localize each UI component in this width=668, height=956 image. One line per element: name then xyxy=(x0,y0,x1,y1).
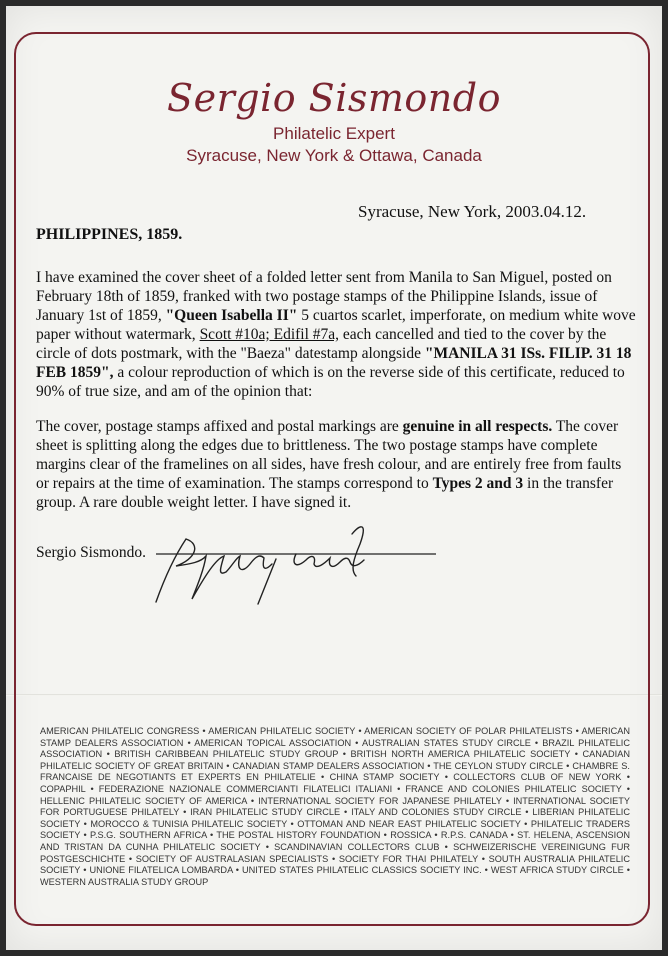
expert-location: Syracuse, New York & Ottawa, Canada xyxy=(186,146,482,165)
paragraph-opinion: The cover, postage stamps affixed and postal markings are genuine in all respects. The cover sheet is splitting along the edges due to brittleness. The two postage stamps have complete margins clear of the framelines on all sides, have fresh colour, and are entirely free from faults or repairs at the time of examination. The stamps correspond to Types 2 and 3 in the transfer group. A rare double weight letter. I have signed it. xyxy=(36,418,622,511)
certificate-title: PHILIPPINES, 1859. xyxy=(36,226,183,243)
opinion-verdict: genuine in all respects. xyxy=(402,418,553,435)
signer-name: Sergio Sismondo. xyxy=(36,544,146,561)
paragraph-description: I have examined the cover sheet of a folded letter sent from Manila to San Miguel, posted on February 18th of 1859, franked with two postage stamps of the Philippine Islands, issue of January 1st of 1859, "Queen Isabella II" 5 cuartos scarlet, imperforate, on medium white wove paper without watermark, Scott #10a; Edifil #7a, each cancelled and tied to the cover by the circle of dots postmark, with the "Baeza" datestamp alongside "MANILA 31 ISs. FILIP. 31 18 FEB 1859", a colour reproduction of which is on the reverse side of this certificate, reduced to 90% of true size, and am of the opinion that: xyxy=(36,269,636,400)
certificate-body xyxy=(36,268,636,528)
expert-name: Sergio Sismondo xyxy=(167,76,501,120)
handwritten-signature xyxy=(146,514,446,614)
stamp-name: "Queen Isabella II" xyxy=(165,307,298,324)
certificate-sheet xyxy=(6,6,662,950)
affiliations-list: AMERICAN PHILATELIC CONGRESS • AMERICAN PHILATELIC SOCIETY • AMERICAN SOCIETY OF POLAR PHILATELISTS • AMERICAN STAMP DEALERS ASSOCIATION • AMERICAN TOPICAL ASSOCIATION • AUSTRALIAN STATES STUDY CIRCLE • BRAZIL PHILATELIC ASSOCIATION • BRITISH CARIBBEAN PHILATELIC STUDY GROUP • BRITISH NORTH AMERICA PHILATELIC SOCIETY • CANADIAN PHILATELIC SOCIETY OF GREAT BRITAIN • CANADIAN STAMP DEALERS ASSOCIATION • THE CEYLON STUDY CIRCLE • CHAMBRE S. FRANCAISE DE NEGOTIANTS ET EXPERTS EN PHILATELIE • CHINA STAMP SOCIETY • COLLECTORS CLUB OF NEW YORK • COPAPHIL • FEDERAZIONE NAZIONALE COMMERCIANTI FILATELICI ITALIANI • FRANCE AND COLONIES PHILATELIC SOCIETY • HELLENIC PHILATELIC SOCIETY OF AMERICA • INTERNATIONAL SOCIETY FOR JAPANESE PHILATELY • INTERNATIONAL SOCIETY FOR PORTUGUESE PHILATELY • IRAN PHILATELIC STUDY CIRCLE • ITALY AND COLONIES STUDY CIRCLE • LIBERIAN PHILATELIC SOCIETY • MOROCCO & TUNISIA PHILATELIC SOCIETY • OTTOMAN AND NEAR EAST PHILATELIC SOCIETY • PHILATELIC TRADERS SOCIETY • P.S.G. SOUTHERN AFRICA • THE POSTAL HISTORY FOUNDATION • ROSSICA • R.P.S. CANADA • ST. HELENA, ASCENSION AND TRISTAN DA CUNHA PHILATELIC SOCIETY • SCANDINAVIAN COLLECTORS CLUB • SCHWEIZERISCHE VEREINIGUNG FUR POSTGESCHICHTE • SOCIETY OF AUSTRALASIAN SPECIALISTS • SOCIETY FOR THAI PHILATELY • SOUTH AUSTRALIA PHILATELIC SOCIETY • UNIONE FILATELICA LOMBARDA • UNITED STATES PHILATELIC CLASSICS SOCIETY INC. • WEST AFRICA STUDY CIRCLE • WESTERN AUSTRALIA STUDY GROUP xyxy=(40,726,630,887)
expert-role: Philatelic Expert xyxy=(273,124,395,143)
catalogue-numbers: Scott #10a; Edifil #7a, xyxy=(199,326,340,343)
stamp-types: Types 2 and 3 xyxy=(432,475,524,492)
postmark-text: "MANILA 31 ISs. FILIP. 31 18 FEB 1859", xyxy=(36,345,632,381)
place-date: Syracuse, New York, 2003.04.12. xyxy=(358,202,587,221)
letterhead xyxy=(6,76,662,166)
